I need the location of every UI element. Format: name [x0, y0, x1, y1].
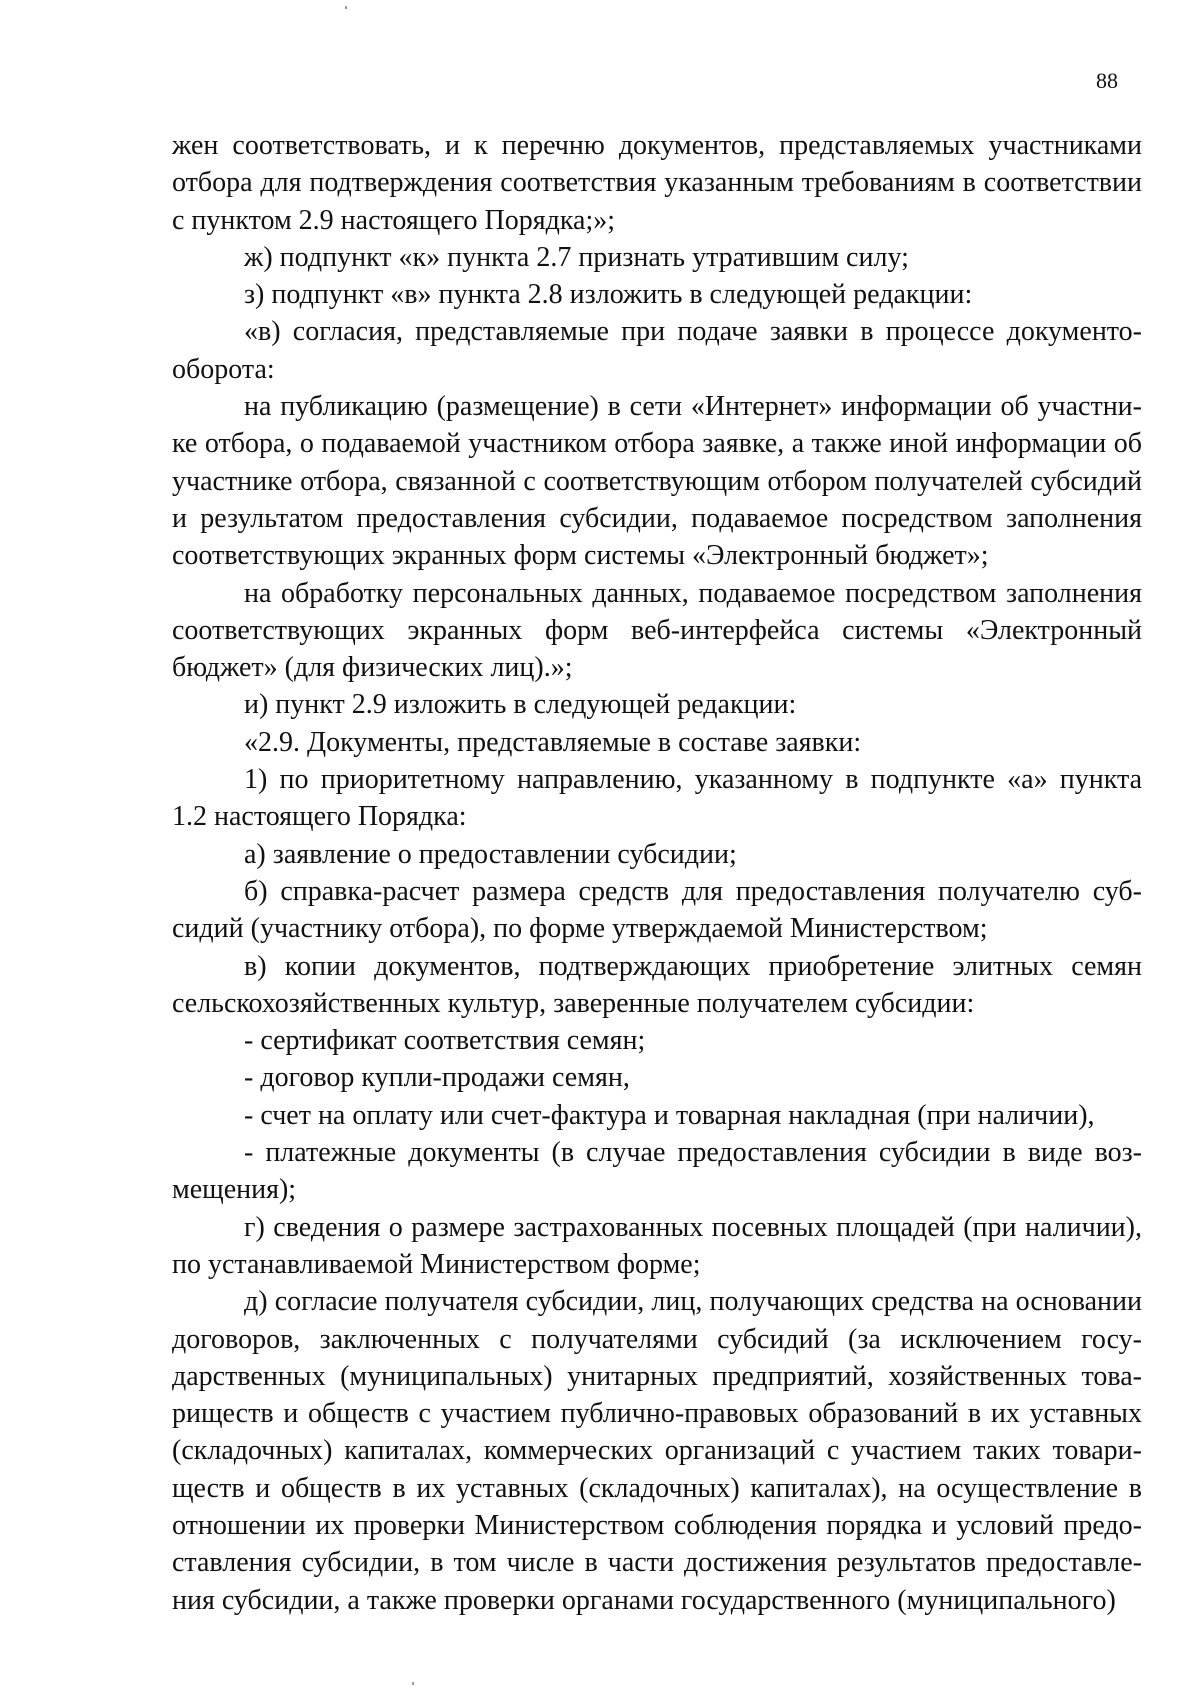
paragraph-item-a: а) заявление о предоставлении субсидии;	[244, 838, 737, 870]
list-item-payment-documents: - платежные документы (в случае предоставления субсидии в виде возмещения);	[172, 1137, 1142, 1206]
paragraph-item-z: з) подпункт «в» пункта 2.8 изложить в следующей редакции:	[244, 279, 973, 311]
paragraph-item-i: и) пункт 2.9 изложить в следующей редакции:	[244, 689, 797, 721]
list-item-invoice: - счет на оплату или счет-фактура и товарная накладная (при наличии),	[244, 1099, 1095, 1131]
paragraph-continuation: жен соответствовать, и к перечню документов, представляемых участниками отбора для подтверждения соответствия указанным требованиям в соответствии с пунктом 2.9 настоящего Порядка;»;	[172, 130, 1142, 236]
list-item-certificate: - сертификат соответствия семян;	[244, 1025, 646, 1057]
scan-speck	[345, 6, 347, 9]
paragraph-item-zh: ж) подпункт «к» пункта 2.7 признать утратившим силу;	[244, 241, 909, 273]
document-body	[172, 127, 1142, 1619]
paragraph-priority-direction: 1) по приоритетному направлению, указанному в подпункте «а» пункта 1.2 настоящего Порядка:	[172, 764, 1142, 833]
paragraph-consents: «в) согласия, представляемые при подаче заявки в процессе документооборота:	[172, 316, 1142, 385]
paragraph-personal-data-consent: на обработку персональных данных, подаваемое посредством заполнения соответствующих экранных форм веб-интерфейса системы «Электронный бюджет» (для физических лиц).»;	[172, 577, 1142, 684]
scan-speck	[412, 1682, 414, 1685]
paragraph-item-b: б) справка-расчет размера средств для предоставления получателю субсидий (участнику отбора), по форме утверждаемой Министерством;	[172, 875, 1142, 945]
paragraph-item-v: в) копии документов, подтверждающих приобретение элитных семян сельскохозяйственных культур, заверенные получателем субсидии:	[172, 950, 1142, 1019]
page-number: 88	[1096, 68, 1118, 93]
paragraph-publication-consent: на публикацию (размещение) в сети «Интернет» информации об участнике отбора, о подаваемой участником отбора заявке, а также иной информации об участнике отбора, связанной с соответствующим отбором получателей субсидий и результатом предоставления субсидии, подаваемое посредством заполнения соответствующих экранных форм системы «Электронный бюджет»;	[172, 391, 1142, 572]
paragraph-section-2-9: «2.9. Документы, представляемые в составе заявки:	[244, 726, 862, 758]
paragraph-item-g: г) сведения о размере застрахованных посевных площадей (при наличии), по устанавливаемой Министерством форме;	[172, 1211, 1142, 1280]
paragraph-item-d: д) согласие получателя субсидии, лиц, получающих средства на основании договоров, заключенных с получателями субсидий (за исключением государственных (муниципальных) унитарных предприятий, хозяйственных товариществ и обществ с участием публично-правовых образований в их уставных (складочных) капиталах, коммерческих организаций с участием таких товариществ и обществ в их уставных (складочных) капиталах), на осуществление в отношении их проверки Министерством соблюдения порядка и условий предоставления субсидии, в том числе в части достижения результатов предоставления субсидии, а также проверки органами государственного (муниципального)	[172, 1286, 1142, 1616]
list-item-contract: - договор купли-продажи семян,	[244, 1062, 630, 1094]
